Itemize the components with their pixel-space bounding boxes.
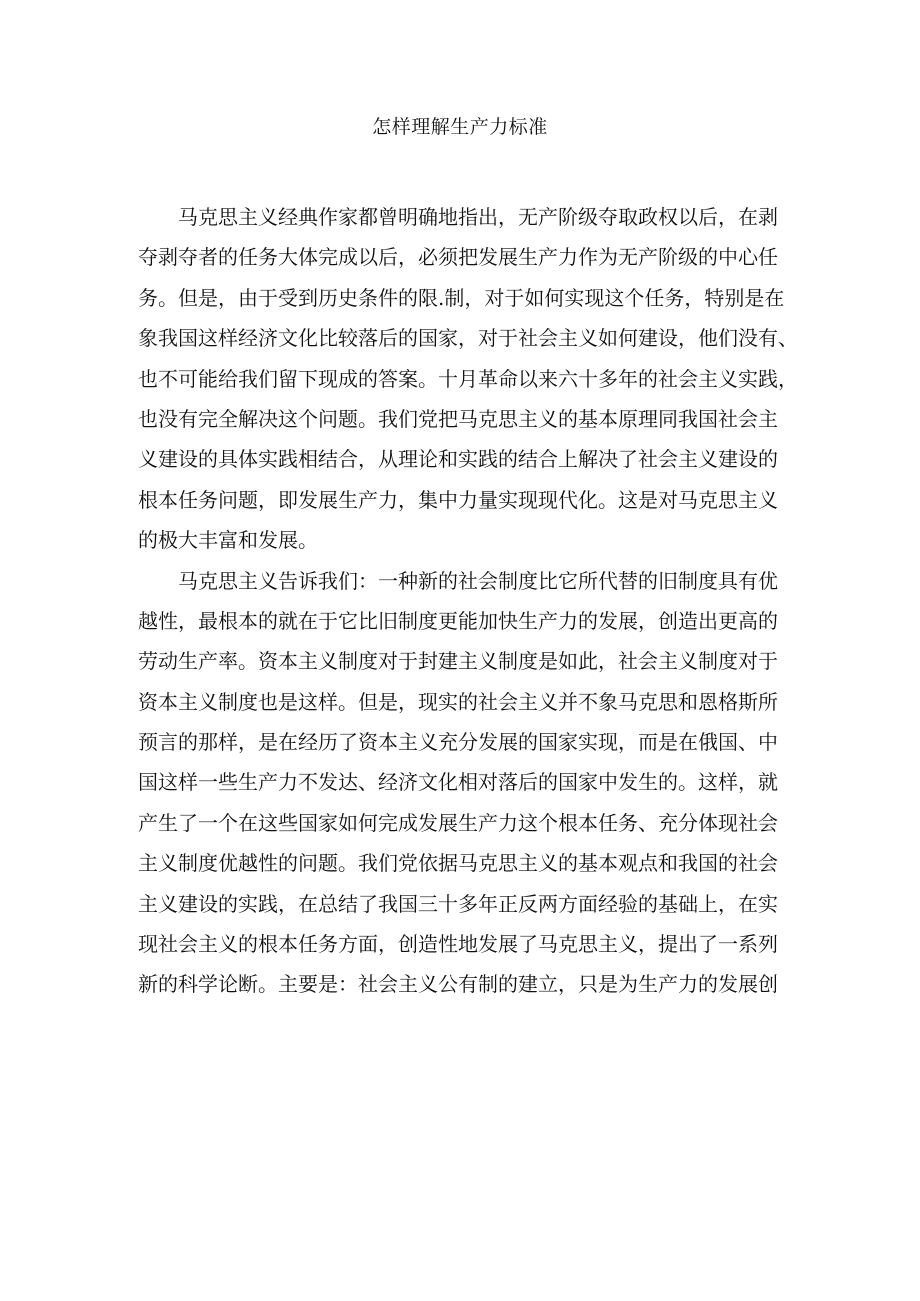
text-line: 国这样一些生产力不发达、经济文化相对落后的国家中发生的。这样，就 <box>138 770 778 795</box>
paragraph-2 <box>138 561 798 1005</box>
text-line: 义建设的具体实践相结合，从理论和实践的结合上解决了社会主义建设的 <box>138 447 778 472</box>
text-line: 也没有完全解决这个问题。我们党把马克思主义的基本原理同我国社会主 <box>138 406 778 431</box>
text-line: 主义建设的实践，在总结了我国三十多年正反两方面经验的基础上，在实 <box>138 891 778 916</box>
text-line: 的极大丰富和发展。 <box>138 528 318 553</box>
text-line: 夺剥夺者的任务大体完成以后，必须把发展生产力作为无产阶级的中心任 <box>138 245 778 270</box>
text-line: 劳动生产率。资本主义制度对于封建主义制度是如此，社会主义制度对于 <box>138 649 778 674</box>
text-line: 象我国这样经济文化比较落后的国家，对于社会主义如何建设，他们没有、 <box>138 326 798 351</box>
text-line: 马克思主义告诉我们：一种新的社会制度比它所代替的旧制度具有优 <box>178 568 778 593</box>
text-line: 也不可能给我们留下现成的答案。十月革命以来六十多年的社会主义实践， <box>138 366 798 391</box>
document-body <box>138 197 798 1005</box>
document-title: 怎样理解生产力标准 <box>372 116 548 138</box>
text-line: 预言的那样，是在经历了资本主义充分发展的国家实现，而是在俄国、中 <box>138 730 778 755</box>
text-line: 产生了一个在这些国家如何完成发展生产力这个根本任务、充分体现社会 <box>138 810 778 835</box>
text-line: 务。但是，由于受到历史条件的限.制，对于如何实现这个任务，特别是在 <box>138 285 785 310</box>
text-line: 越性，最根本的就在于它比旧制度更能加快生产力的发展，创造出更高的 <box>138 608 778 633</box>
text-line: 马克思主义经典作家都曾明确地指出，无产阶级夺取政权以后，在剥 <box>178 205 778 229</box>
text-line: 主义制度优越性的问题。我们党依据马克思主义的基本观点和我国的社会 <box>138 851 778 876</box>
text-line: 资本主义制度也是这样。但是，现实的社会主义并不象马克思和恩格斯所 <box>138 689 778 714</box>
text-line: 根本任务问题，即发展生产力，集中力量实现现代化。这是对马克思主义 <box>138 487 778 512</box>
text-line: 新的科学论断。主要是：社会主义公有制的建立，只是为生产力的发展创 <box>138 972 778 997</box>
paragraph-1 <box>138 197 798 561</box>
text-line: 现社会主义的根本任务方面，创造性地发展了马克思主义，提出了一系列 <box>138 932 778 957</box>
